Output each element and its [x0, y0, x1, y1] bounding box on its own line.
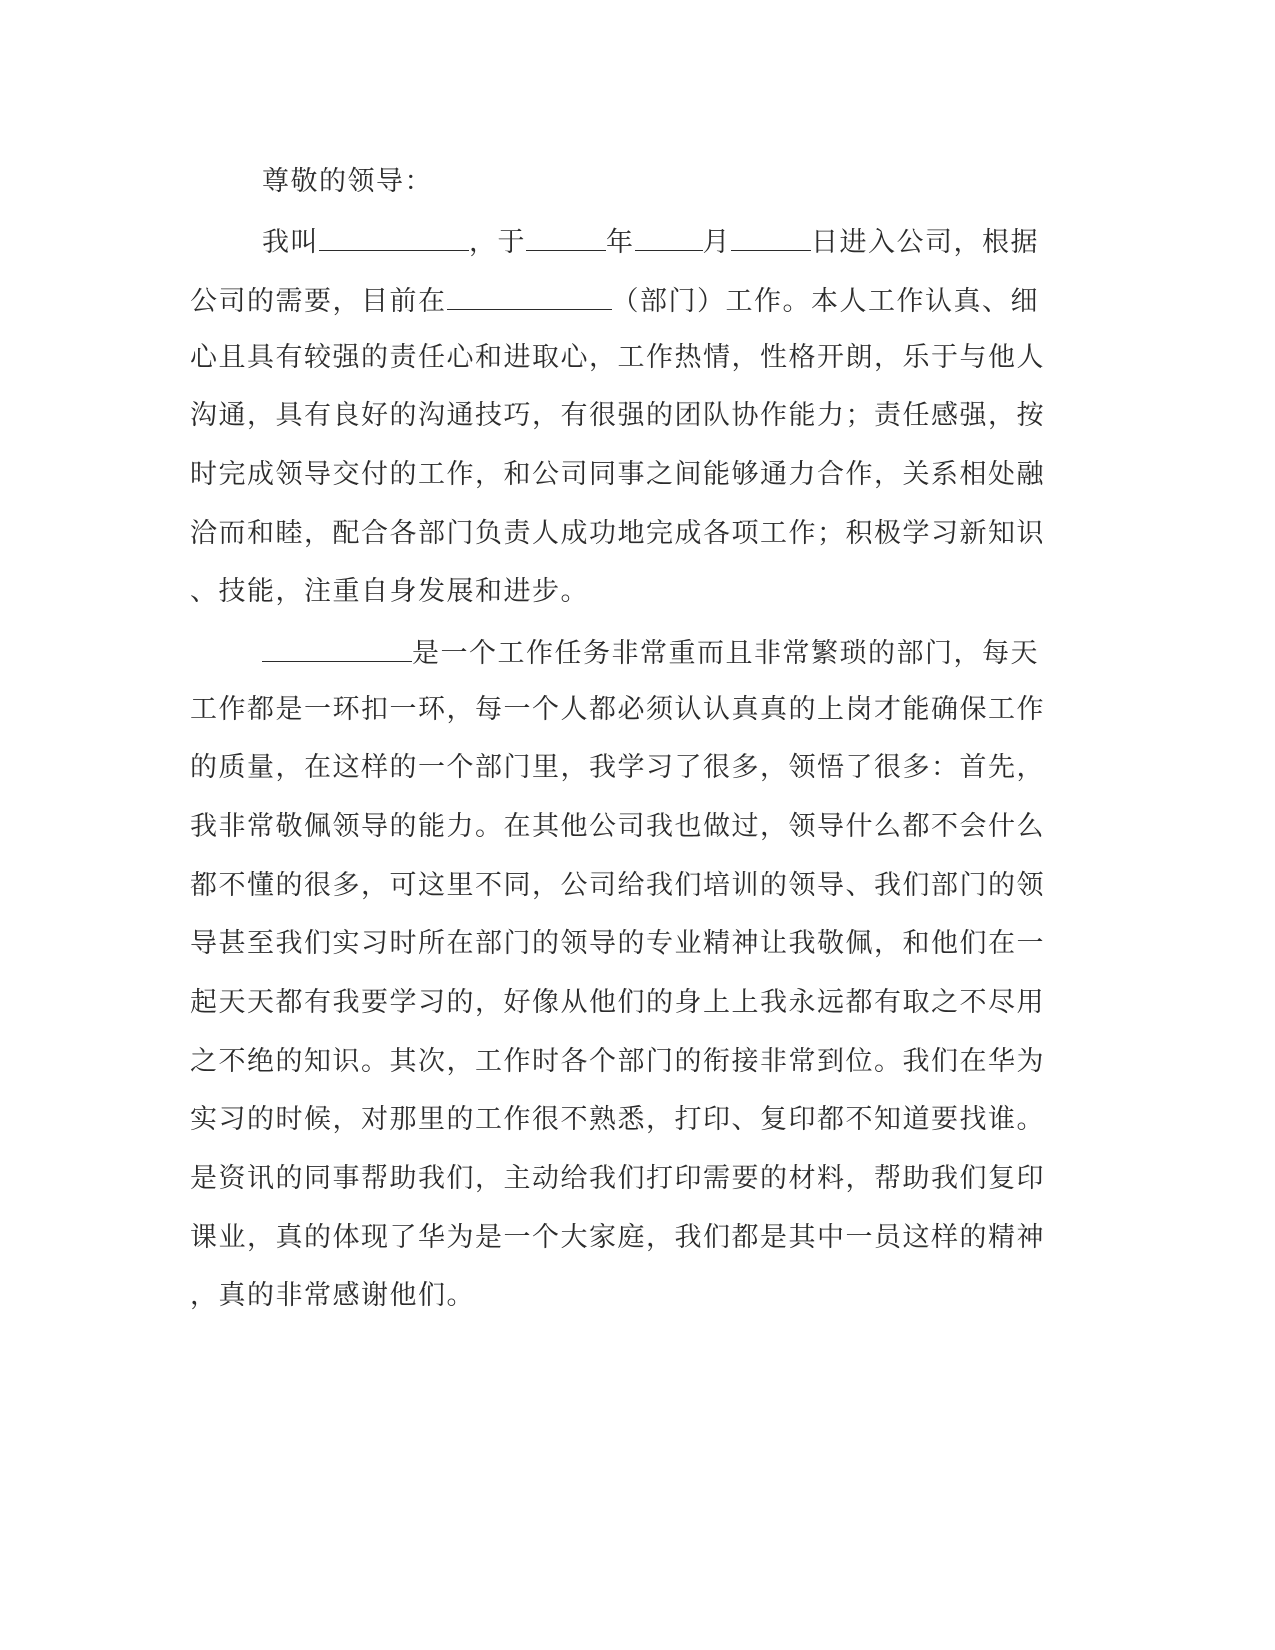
p2-line-6: 导甚至我们实习时所在部门的领导的专业精神让我敬佩，和他们在一	[190, 928, 1045, 959]
p1-text: 年	[606, 227, 635, 258]
p2-line-9: 实习的时候，对那里的工作很不熟悉，打印、复印都不知道要找谁。	[190, 1104, 1045, 1135]
p1-line-1	[262, 222, 1162, 258]
p1-text: 公司的需要，目前在	[190, 286, 447, 317]
p1-line-4: 沟通，具有良好的沟通技巧，有很强的团队协作能力；责任感强，按	[190, 400, 1045, 431]
p2-line-11: 课业，真的体现了华为是一个大家庭，我们都是其中一员这样的精神	[190, 1222, 1045, 1253]
p2-text: 是一个工作任务非常重而且非常繁琐的部门，每天	[412, 638, 1039, 669]
p2-line-5: 都不懂的很多，可这里不同，公司给我们培训的领导、我们部门的领	[190, 870, 1045, 901]
department-blank	[447, 281, 612, 310]
year-blank	[526, 222, 606, 251]
department-name-blank	[262, 633, 412, 662]
p1-line-5: 时完成领导交付的工作，和公司同事之间能够通力合作，关系相处融	[190, 459, 1045, 490]
p1-line-3: 心且具有较强的责任心和进取心，工作热情，性格开朗，乐于与他人	[190, 342, 1045, 373]
p2-line-8: 之不绝的知识。其次，工作时各个部门的衔接非常到位。我们在华为	[190, 1046, 1045, 1077]
name-blank	[319, 222, 469, 251]
p2-line-3: 的质量，在这样的一个部门里，我学习了很多，领悟了很多：首先，	[190, 752, 1045, 783]
p2-line-12: ，真的非常感谢他们。	[190, 1280, 475, 1311]
p2-line-4: 我非常敬佩领导的能力。在其他公司我也做过，领导什么都不会什么	[190, 811, 1045, 842]
month-blank	[635, 222, 703, 251]
salutation-text: 尊敬的领导：	[262, 166, 433, 197]
salutation	[262, 164, 1162, 200]
p2-line-10: 是资讯的同事帮助我们，主动给我们打印需要的材料，帮助我们复印	[190, 1163, 1045, 1194]
p2-line-2: 工作都是一环扣一环，每一个人都必须认认真真的上岗才能确保工作	[190, 694, 1045, 725]
p1-line-6: 洽而和睦，配合各部门负责人成功地完成各项工作；积极学习新知识	[190, 518, 1045, 549]
p1-line-2	[190, 281, 1090, 317]
day-blank	[731, 222, 811, 251]
p1-text: （部门）工作。本人工作认真、细	[611, 286, 1039, 317]
p1-line-7: 、技能，注重自身发展和进步。	[190, 576, 589, 607]
p2-line-1	[262, 633, 1162, 669]
p1-text: 日进入公司，根据	[811, 227, 1039, 258]
p2-line-7: 起天天都有我要学习的，好像从他们的身上上我永远都有取之不尽用	[190, 987, 1045, 1018]
p1-text: 我叫	[262, 227, 319, 258]
p1-text: 月	[702, 227, 731, 258]
p1-text: ，于	[469, 227, 526, 258]
